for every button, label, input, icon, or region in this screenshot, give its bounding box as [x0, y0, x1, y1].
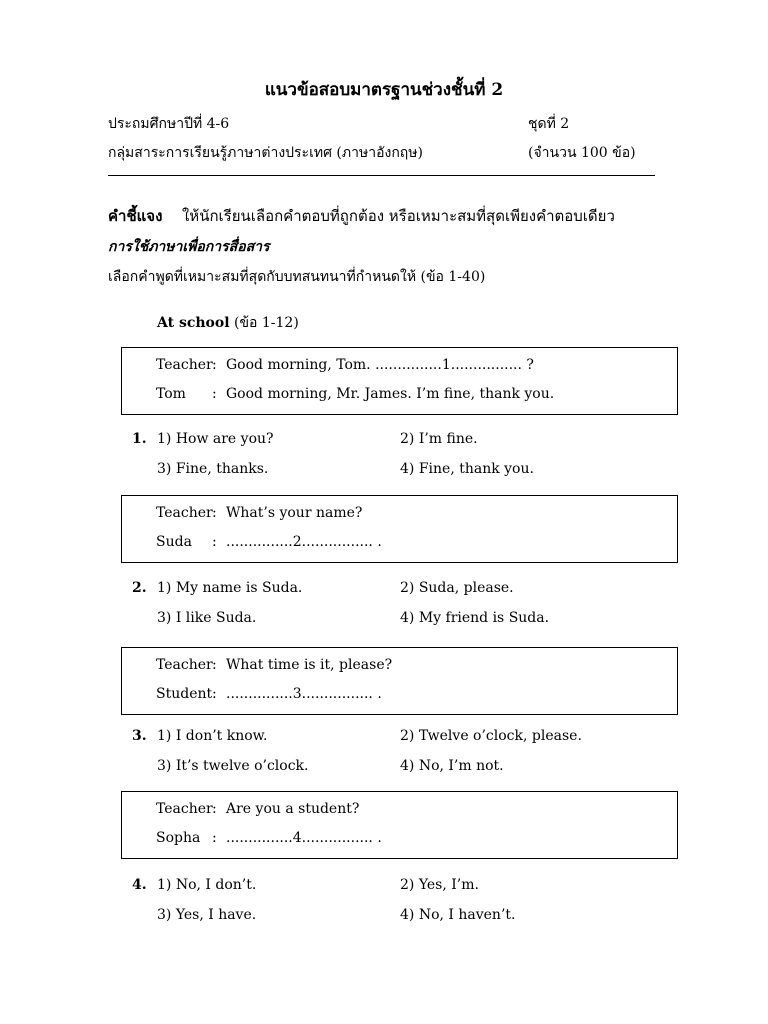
topic-heading [157, 312, 299, 334]
instructions [108, 204, 615, 228]
speaker-name: Teacher [156, 357, 213, 373]
speaker-name: Teacher [156, 657, 213, 673]
answer-option[interactable]: 4) Fine, thank you. [400, 461, 534, 477]
dialog-box [121, 647, 678, 715]
section-heading: การใช้ภาษาเพื่อการสื่อสาร [108, 239, 270, 255]
answer-option[interactable]: 2) Yes, I’m. [400, 877, 479, 893]
dialog-line [156, 657, 392, 673]
speech-text: What time is it, please? [226, 657, 393, 673]
dialog-box [121, 495, 678, 563]
dialog-box [121, 791, 678, 859]
speech-text: Are you a student? [226, 801, 360, 817]
colon: : [212, 534, 217, 550]
header-divider [108, 175, 655, 176]
instructions-label: คำชี้แจง [108, 207, 163, 225]
answer-option[interactable]: 3) It’s twelve o’clock. [157, 758, 309, 774]
answer-option[interactable]: 4) My friend is Suda. [400, 610, 550, 626]
colon: : [212, 357, 217, 373]
speech-text: Good morning, Tom. ...............1................ ? [226, 357, 534, 373]
speech-text: ...............3................ . [226, 686, 382, 702]
speech-text: What’s your name? [226, 505, 363, 521]
speech-text: Good morning, Mr. James. I’m fine, thank you. [226, 386, 555, 402]
exam-set: ชุดที่ 2 [528, 116, 570, 132]
topic-range: (ข้อ 1-12) [234, 315, 299, 331]
speaker-name: Suda [156, 534, 192, 550]
answer-option[interactable]: 1) No, I don’t. [157, 877, 257, 893]
dialog-line [156, 505, 362, 521]
answer-option[interactable]: 2) Suda, please. [400, 580, 514, 596]
answer-option[interactable]: 3) I like Suda. [157, 610, 257, 626]
answer-option[interactable]: 4) No, I’m not. [400, 758, 504, 774]
answer-option[interactable]: 2) I’m fine. [400, 431, 478, 447]
dialog-line [156, 830, 382, 846]
instructions-text: ให้นักเรียนเลือกคำตอบที่ถูกต้อง หรือเหมาะสมที่สุดเพียงคำตอบเดียว [181, 207, 615, 225]
dialog-line [156, 534, 382, 550]
question-number: 1. [132, 431, 147, 447]
colon: : [212, 686, 217, 702]
answer-option[interactable]: 3) Fine, thanks. [157, 461, 269, 477]
answer-option[interactable]: 4) No, I haven’t. [400, 907, 516, 923]
answer-option[interactable]: 2) Twelve o’clock, please. [400, 728, 582, 744]
colon: : [212, 386, 217, 402]
topic-name: At school [157, 315, 230, 331]
answer-option[interactable]: 1) My name is Suda. [157, 580, 303, 596]
grade-level: ประถมศึกษาปีที่ 4-6 [108, 116, 230, 132]
dialog-line [156, 386, 554, 402]
section-instructions: เลือกคำพูดที่เหมาะสมที่สุดกับบทสนทนาที่กำหนดให้ (ข้อ 1-40) [108, 269, 486, 285]
speaker-name: Student [156, 686, 213, 702]
speech-text: ...............2................ . [226, 534, 382, 550]
speech-text: ...............4................ . [226, 830, 382, 846]
dialog-line [156, 357, 534, 373]
colon: : [212, 801, 217, 817]
question-number: 3. [132, 728, 147, 744]
colon: : [212, 505, 217, 521]
answer-option[interactable]: 1) I don’t know. [157, 728, 268, 744]
speaker-name: Tom [156, 386, 186, 402]
dialog-line [156, 686, 382, 702]
speaker-name: Sopha [156, 830, 201, 846]
speaker-name: Teacher [156, 801, 213, 817]
dialog-line [156, 801, 359, 817]
colon: : [212, 657, 217, 673]
question-count: (จำนวน 100 ข้อ) [528, 145, 636, 161]
subject-group: กลุ่มสาระการเรียนรู้ภาษาต่างประเทศ (ภาษาอังกฤษ) [108, 145, 423, 161]
question-number: 2. [132, 580, 147, 596]
answer-option[interactable]: 3) Yes, I have. [157, 907, 257, 923]
question-number: 4. [132, 877, 147, 893]
page-title: แนวข้อสอบมาตรฐานช่วงชั้นที่ 2 [264, 80, 504, 100]
colon: : [212, 830, 217, 846]
dialog-box [121, 347, 678, 415]
speaker-name: Teacher [156, 505, 213, 521]
answer-option[interactable]: 1) How are you? [157, 431, 274, 447]
